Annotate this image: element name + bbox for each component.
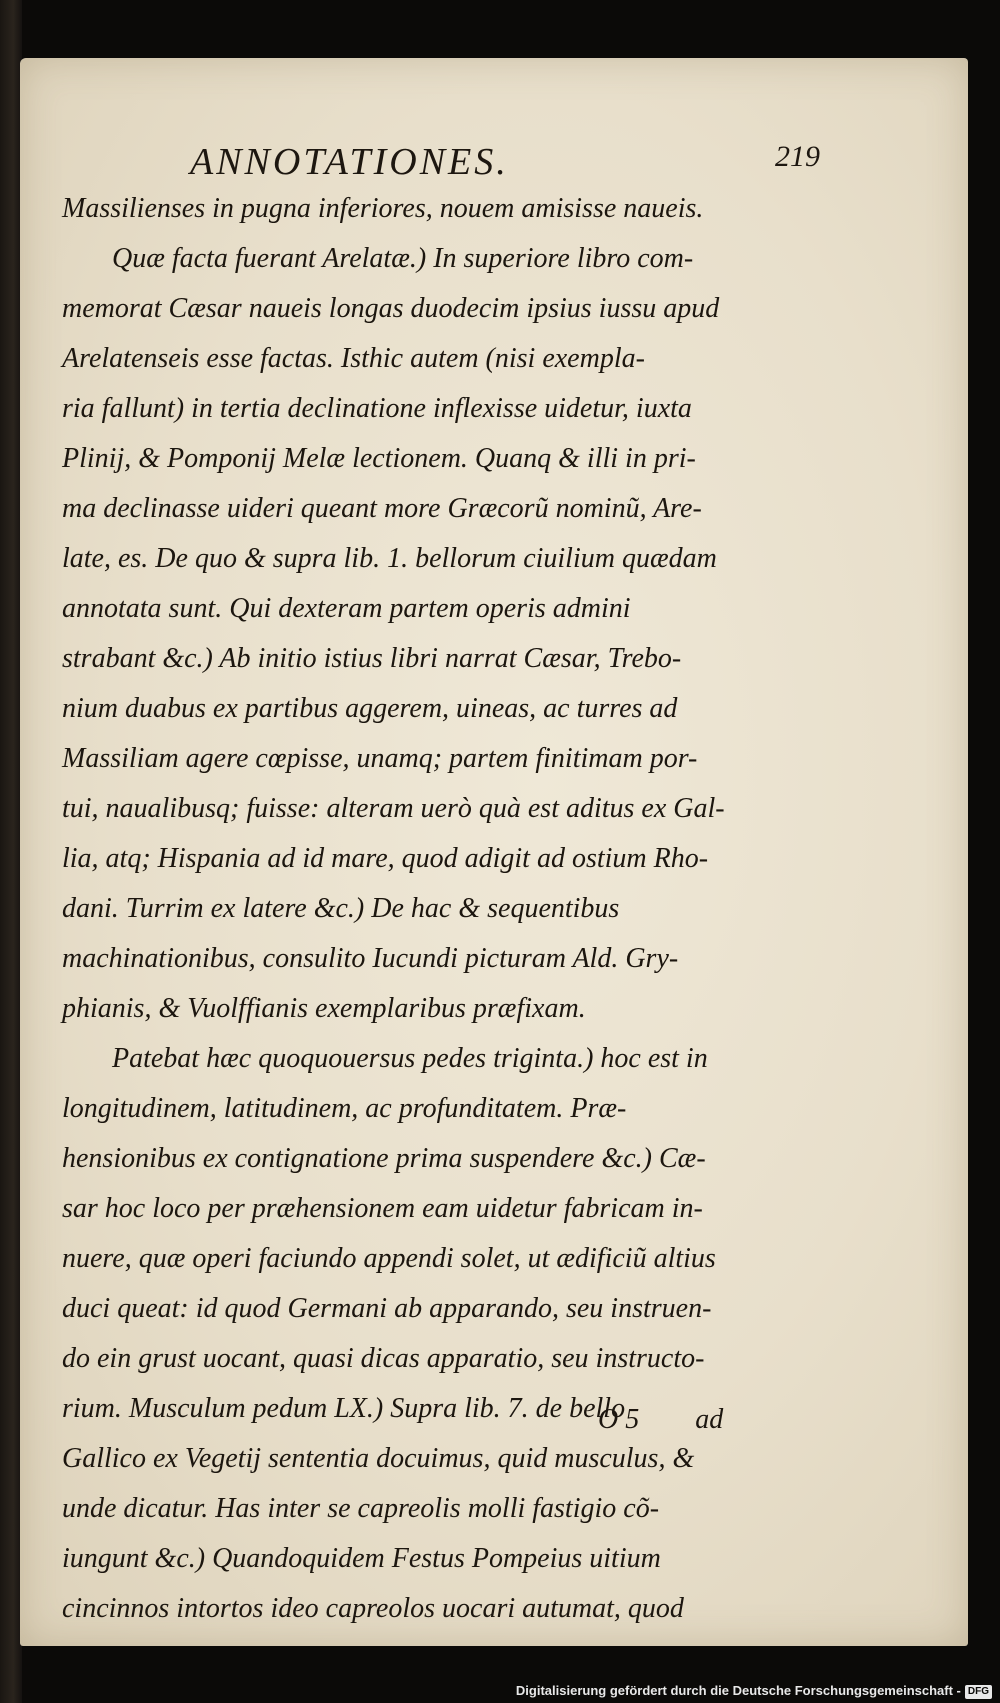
running-head: ANNOTATIONES. — [190, 141, 509, 183]
text-line: Massilienses in pugna inferiores, nouem amisisse naueis. — [62, 193, 704, 224]
text-line: Plinij, & Pomponij Melæ lectionem. Quanq & illi in pri- — [62, 443, 696, 474]
text-line: ma declinasse uideri queant more Græcorũ nominũ, Are- — [62, 493, 702, 524]
text-line: Massiliam agere cœpisse, unamq; partem finitimam por- — [62, 743, 698, 774]
text-line: rium. Musculum pedum LX.) Supra lib. 7. de bello — [62, 1393, 626, 1424]
text-line: memorat Cæsar naueis longas duodecim ipsius iussu apud — [62, 293, 720, 324]
text-line: duci queat: id quod Germani ab apparando, seu instruen- — [62, 1293, 712, 1324]
dfg-logo-icon: DFG — [965, 1685, 992, 1699]
text-line: Gallico ex Vegetij sententia docuimus, quid musculus, & — [62, 1443, 695, 1474]
page-header — [170, 140, 820, 190]
text-line: dani. Turrim ex latere &c.) De hac & sequentibus — [62, 893, 620, 924]
text-line: Quæ facta fuerant Arelatæ.) In superiore libro com- — [112, 243, 694, 274]
text-line: nuere, quæ operi faciundo appendi solet, ut ædificiũ altius — [62, 1243, 716, 1274]
text-line: late, es. De quo & supra lib. 1. bellorum ciuilium quædam — [62, 543, 717, 574]
text-line: Arelatenseis esse factas. Isthic autem (nisi exempla- — [62, 343, 645, 374]
text-line: longitudinem, latitudinem, ac profunditatem. Præ- — [62, 1093, 627, 1124]
text-line: do ein grust uocant, quasi dicas apparatio, seu instructo- — [62, 1343, 705, 1374]
text-line: annotata sunt. Qui dexteram partem operis admini — [62, 593, 631, 624]
credit-text: Digitalisierung gefördert durch die Deutsche Forschungsgemeinschaft - — [515, 1683, 961, 1699]
text-line: strabant &c.) Ab initio istius libri narrat Cæsar, Trebo- — [62, 643, 682, 674]
text-line: lia, atq; Hispania ad id mare, quod adigit ad ostium Rho- — [62, 843, 709, 874]
scan-margin — [0, 0, 22, 1703]
text-line: sar hoc loco per præhensionem eam uidetur fabricam in- — [62, 1193, 703, 1224]
digitization-credit — [516, 1683, 992, 1699]
text-line: machinationibus, consulito Iucundi picturam Ald. Gry- — [62, 943, 679, 974]
catchword: O 5 ad — [598, 1404, 724, 1435]
text-line: ria fallunt) in tertia declinatione inflexisse uidetur, iuxta — [62, 393, 692, 424]
text-line: iungunt &c.) Quandoquidem Festus Pompeius uitium — [62, 1543, 661, 1574]
folio-number: 219 — [775, 140, 820, 173]
text-line: phianis, & Vuolffianis exemplaribus præfixam. — [62, 993, 586, 1024]
text-line: hensionibus ex contignatione prima suspendere &c.) Cæ- — [62, 1143, 706, 1174]
book-page — [20, 58, 968, 1646]
text-line: cincinnos intortos ideo capreolos uocari autumat, quod — [62, 1593, 684, 1624]
text-line: nium duabus ex partibus aggerem, uineas, ac turres ad — [62, 693, 678, 724]
text-line: tui, naualibusq; fuisse: alteram uerò quà est aditus ex Gal- — [62, 793, 725, 824]
text-line: unde dicatur. Has inter se capreolis molli fastigio cõ- — [62, 1493, 660, 1524]
text-line: Patebat hæc quoquouersus pedes triginta.) hoc est in — [112, 1043, 708, 1074]
